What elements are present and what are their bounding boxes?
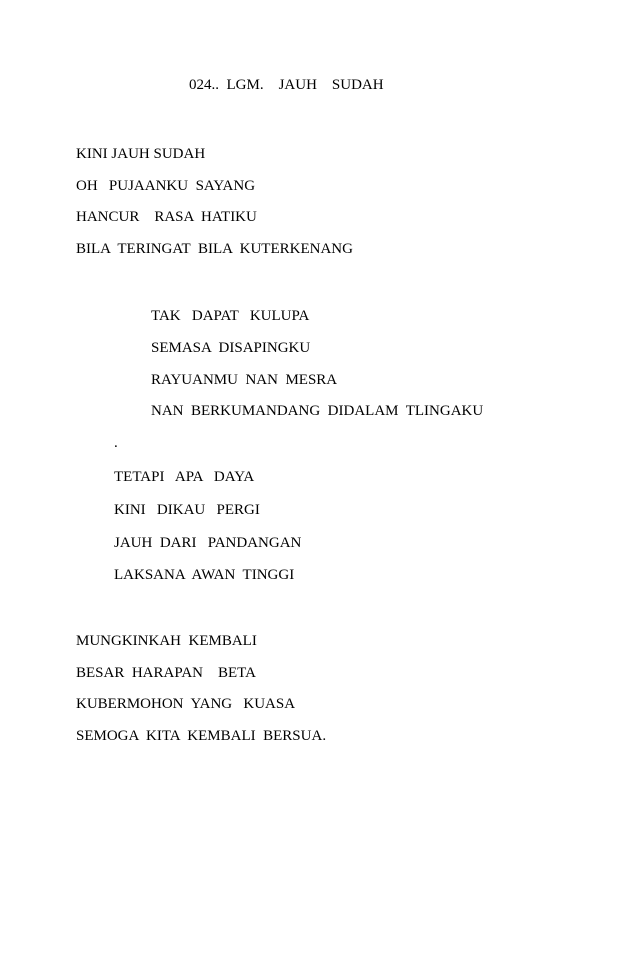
stanza1-line-4: BILA TERINGAT BILA KUTERKENANG (76, 241, 353, 257)
stanza4-line-1: MUNGKINKAH KEMBALI (76, 633, 257, 649)
stanza3-line-2: KINI DIKAU PERGI (114, 502, 260, 518)
stanza1-line-2: OH PUJAANKU SAYANG (76, 178, 256, 194)
stanza4-line-3: KUBERMOHON YANG KUASA (76, 696, 296, 712)
page-title: 024.. LGM. JAUH SUDAH (189, 77, 384, 93)
stanza4-line-4: SEMOGA KITA KEMBALI BERSUA. (76, 728, 327, 744)
stanza2-line-1: TAK DAPAT KULUPA (151, 308, 310, 324)
stanza2-line-3: RAYUANMU NAN MESRA (151, 372, 338, 388)
stanza1-line-1: KINI JAUH SUDAH (76, 146, 206, 162)
stanza2-line-2: SEMASA DISAPINGKU (151, 340, 311, 356)
stanza2-line-4: NAN BERKUMANDANG DIDALAM TLINGAKU (151, 403, 484, 419)
stanza4-line-2: BESAR HARAPAN BETA (76, 665, 256, 681)
stanza3-line-4: LAKSANA AWAN TINGGI (114, 567, 295, 583)
stanza3-line-1: TETAPI APA DAYA (114, 469, 255, 485)
separator-dot: . (114, 435, 118, 451)
stanza3-line-3: JAUH DARI PANDANGAN (114, 535, 302, 551)
stanza1-line-3: HANCUR RASA HATIKU (76, 209, 257, 225)
